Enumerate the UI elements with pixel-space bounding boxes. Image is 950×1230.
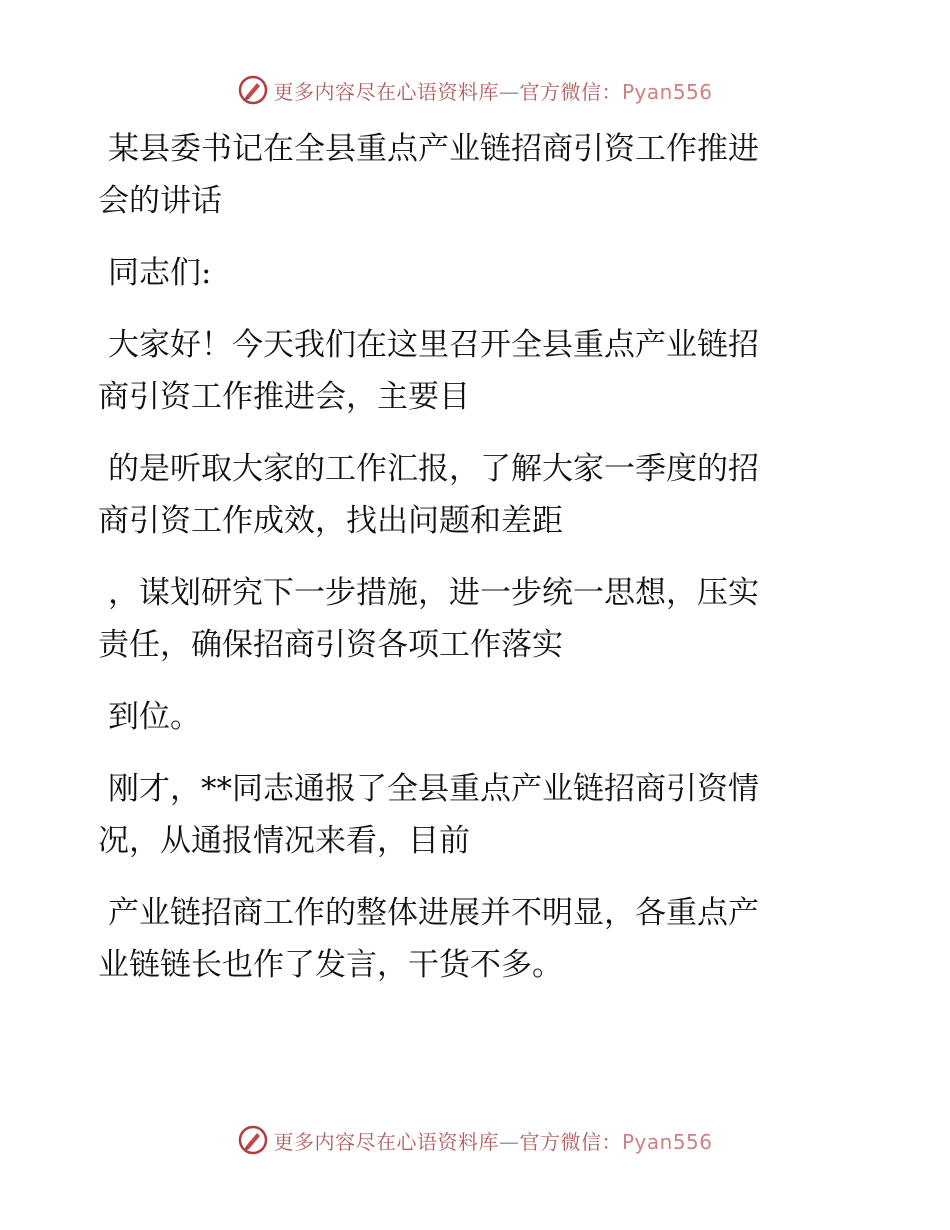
paragraph-line: 责任，确保招商引资各项工作落实 [98,627,563,663]
paragraph [98,319,833,423]
greeting-line: 同志们: [108,255,212,291]
pen-circle-icon [237,1124,269,1156]
paragraph-line: 大家好！今天我们在这里召开全县重点产业链招 [108,327,759,363]
paragraph-line: 到位。 [108,699,201,735]
header-banner [0,70,950,110]
paragraph [98,887,833,991]
paragraph-line: 商引资工作成效，找出问题和差距 [98,503,563,539]
paragraph-line: 业链链长也作了发言，干货不多。 [98,947,563,983]
paragraph-line: ，谋划研究下一步措施，进一步统一思想，压实 [108,575,759,611]
paragraph [98,691,833,743]
footer-banner [0,1120,950,1160]
banner-text: 更多内容尽在心语资料库—官方微信：Pyan556 [273,79,713,104]
banner-text: 更多内容尽在心语资料库—官方微信：Pyan556 [273,1129,713,1154]
pen-circle-icon [237,74,269,106]
paragraph-line: 产业链招商工作的整体进展并不明显，各重点产 [108,895,759,931]
paragraph-line: 况，从通报情况来看，目前 [98,823,470,859]
paragraph-line: 商引资工作推进会，主要目 [98,379,470,415]
paragraph-line: 的是听取大家的工作汇报，了解大家一季度的招 [108,451,759,487]
document-title [98,123,833,227]
paragraph [98,763,833,867]
document-body [98,123,833,1011]
paragraph [98,443,833,547]
title-line: 会的讲话 [98,183,222,219]
paragraph [98,567,833,671]
paragraph-line: 刚才，**同志通报了全县重点产业链招商引资情 [108,771,759,807]
greeting [98,247,833,299]
title-line: 某县委书记在全县重点产业链招商引资工作推进 [108,131,759,167]
